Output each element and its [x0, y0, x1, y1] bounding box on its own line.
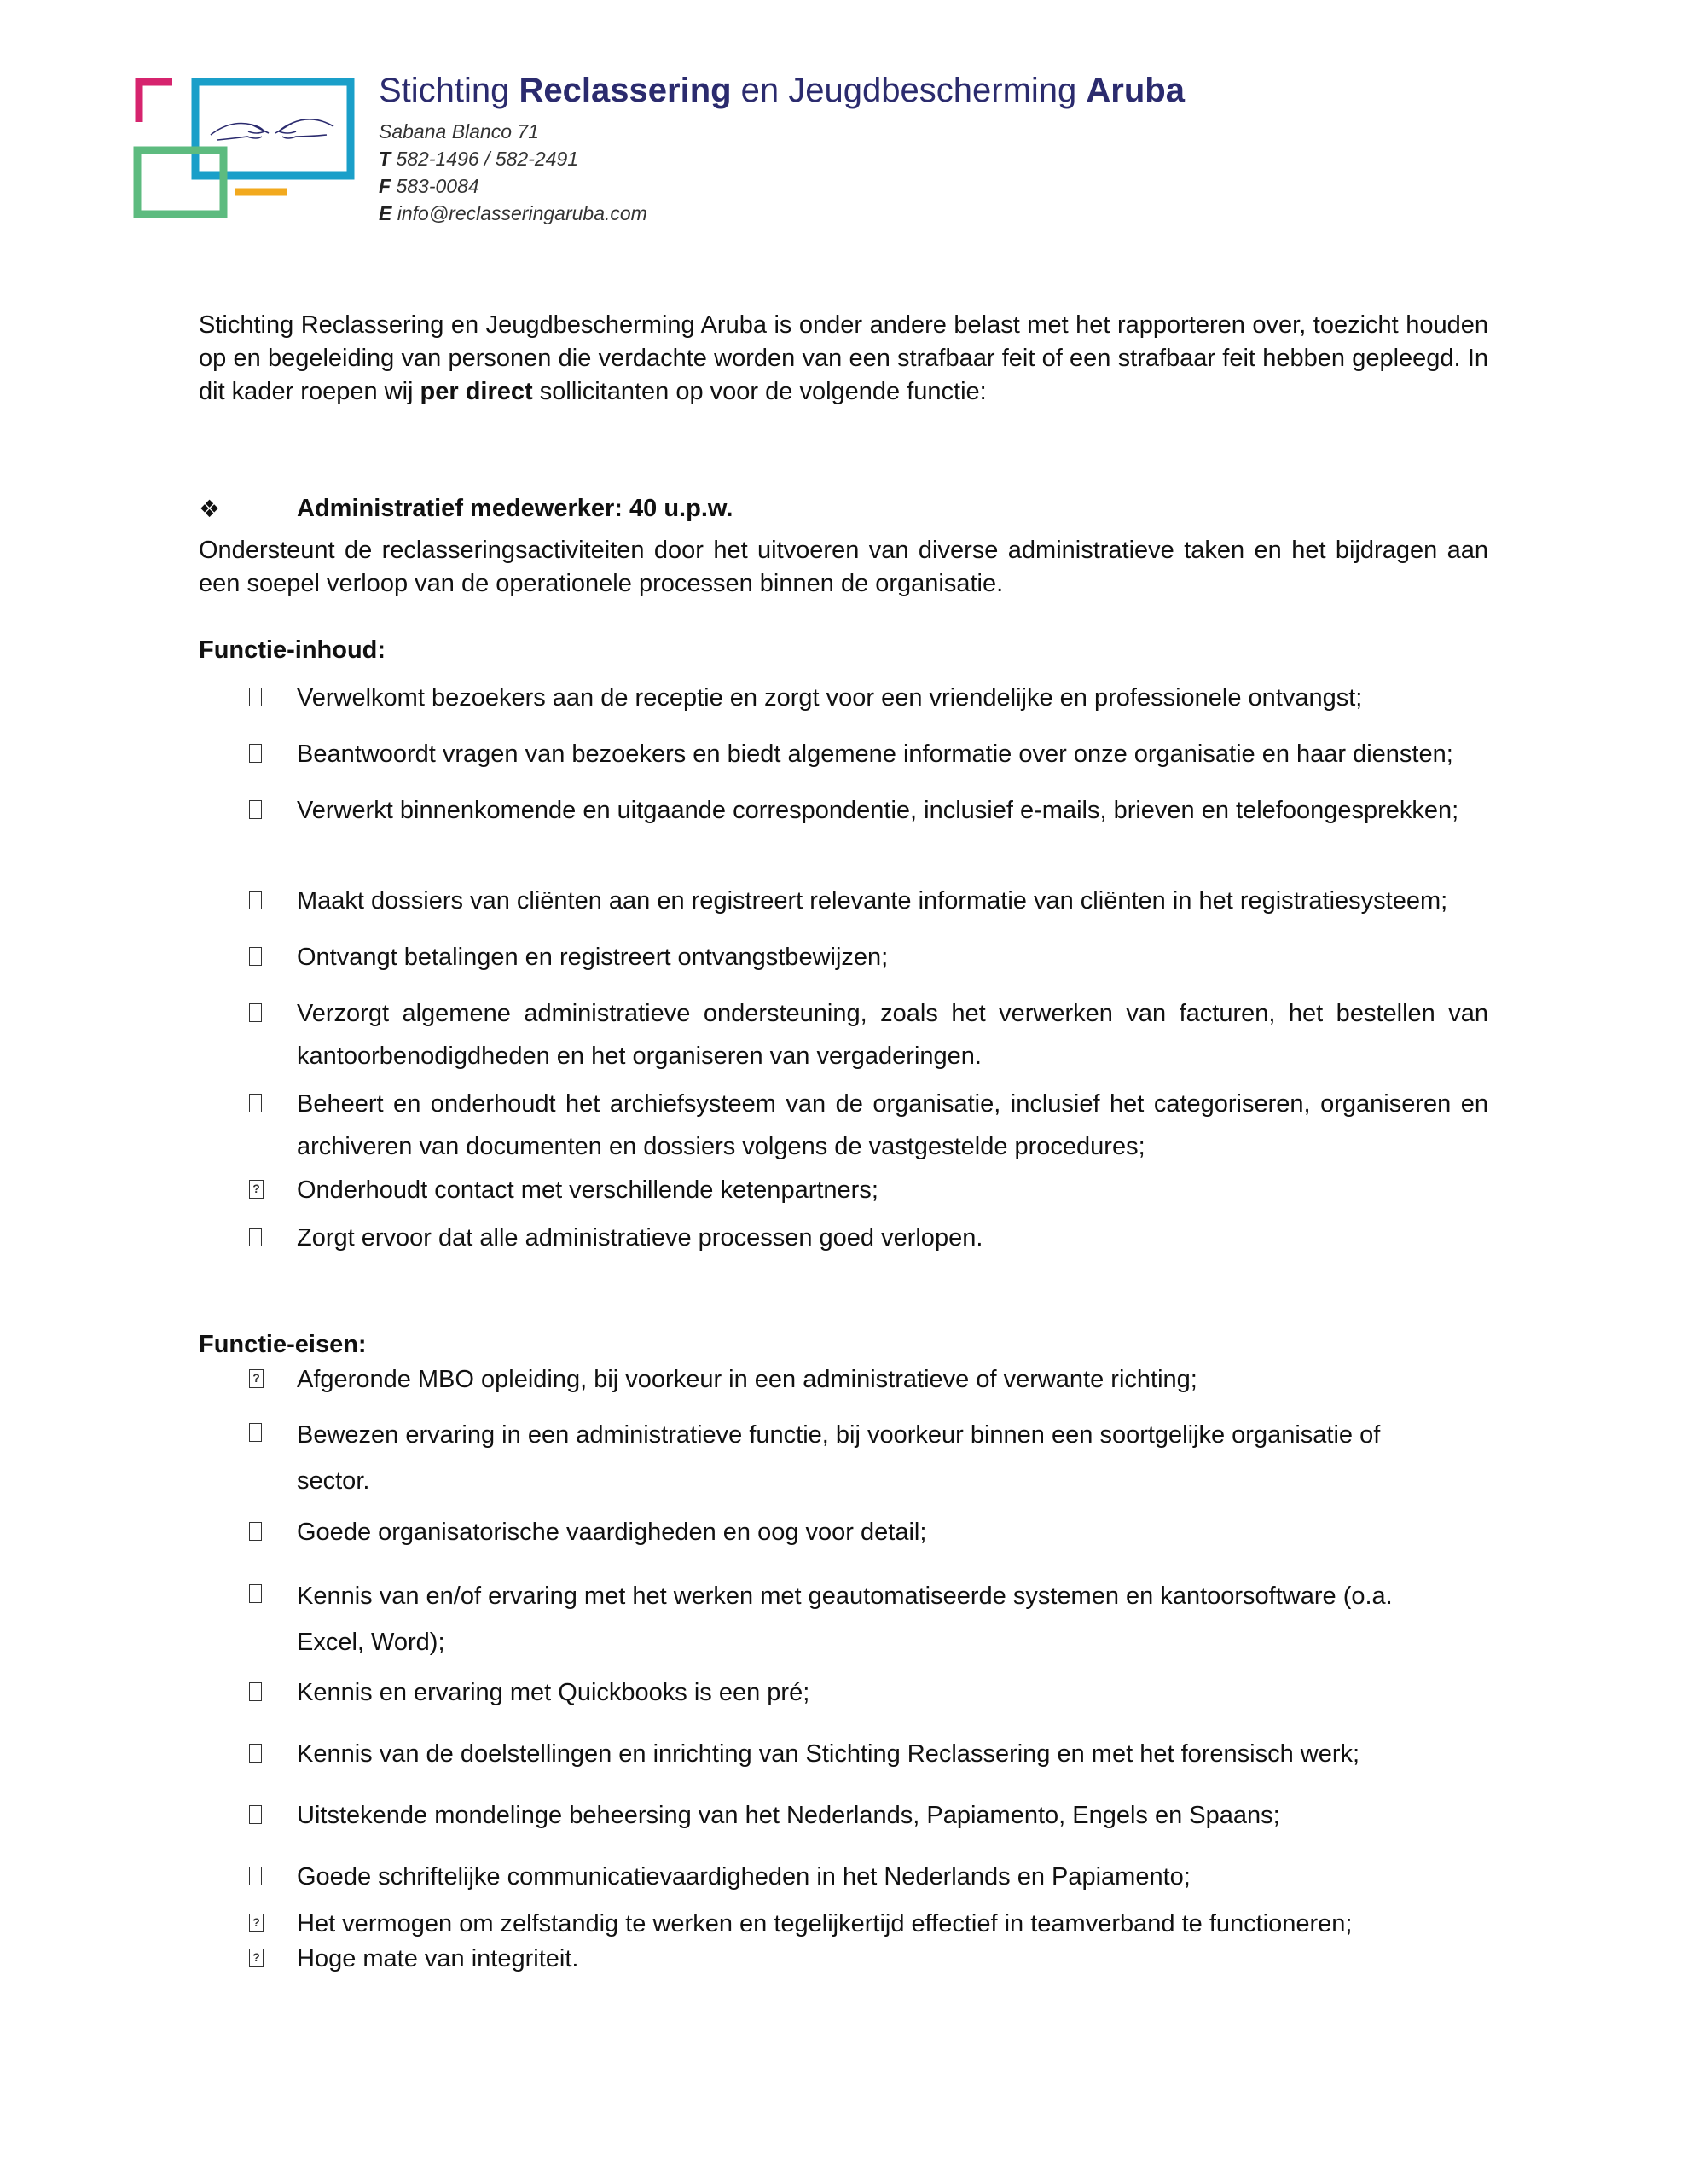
fax-line	[379, 172, 1185, 200]
address: Sabana Blanco 71	[379, 120, 539, 142]
list-item: Goede organisatorische vaardigheden en oog voor detail;	[297, 1519, 927, 1546]
list-item: Hoge mate van integriteit.	[297, 1945, 579, 1972]
list-item: Kennis van de doelstellingen en inrichting van Stichting Reclassering en met het forensisch werk;	[297, 1740, 1360, 1768]
checkbox-bullet-icon	[249, 1515, 271, 1548]
checkbox-bullet-icon	[249, 793, 271, 827]
list-item: Ontvangt betalingen en registreert ontvangstbewijzen;	[297, 944, 889, 971]
intro-emphasis: per direct	[420, 378, 533, 405]
organization-logo	[132, 75, 362, 224]
email-label: E	[379, 202, 392, 224]
job-title: Administratief medewerker: 40 u.p.w.	[297, 495, 733, 522]
hands-icon	[211, 119, 333, 140]
list-item: Beantwoordt vragen van bezoekers en biedt algemene informatie over onze organisatie en haar diensten;	[297, 741, 1453, 768]
intro-paragraph	[199, 309, 1488, 409]
organization-name	[379, 70, 1185, 111]
org-name-bold: Aruba	[1086, 72, 1185, 109]
missing-glyph-bullet-icon: ?	[249, 1942, 271, 1975]
list-item: Afgeronde MBO opleiding, bij voorkeur in een administratieve of verwante richting;	[297, 1366, 1197, 1393]
missing-glyph-bullet-icon: ?	[249, 1362, 271, 1396]
list-item: Zorgt ervoor dat alle administratieve processen goed verlopen.	[297, 1224, 983, 1252]
phone-number: 582-1496 / 582-2491	[396, 148, 579, 170]
intro-text: Stichting Reclassering en Jeugdbescherming Aruba is onder andere belast met het rapporteren over, toezicht houden op en begeleiding van personen die verdachte worden van een strafbaar feit of een strafbaar feit hebben gepleegd. In dit kader roepen wij	[199, 311, 1488, 405]
list-item: Maakt dossiers van cliënten aan en registreert relevante informatie van cliënten in het registratiesysteem;	[297, 887, 1448, 915]
list-item: Kennis en ervaring met Quickbooks is een pré;	[297, 1679, 810, 1706]
job-description: Ondersteunt de reclasseringsactiviteiten door het uitvoeren van diverse administratieve taken en het bijdragen aan een soepel verloop van de operationele processen binnen de organisatie.	[199, 537, 1488, 597]
list-item: Het vermogen om zelfstandig te werken en tegelijkertijd effectief in teamverband te functioneren;	[297, 1910, 1353, 1937]
list-item: Verwelkomt bezoekers aan de receptie en zorgt voor een vriendelijke en professionele ontvangst;	[297, 684, 1363, 712]
phone-line	[379, 145, 1185, 172]
list-item: Onderhoudt contact met verschillende ketenpartners;	[297, 1176, 878, 1204]
fax-label: F	[379, 175, 391, 197]
list-item: Uitstekende mondelinge beheersing van het Nederlands, Papiamento, Engels en Spaans;	[297, 1802, 1280, 1829]
letterhead	[379, 70, 1185, 227]
checkbox-bullet-icon	[249, 737, 271, 770]
checkbox-bullet-icon	[249, 1737, 271, 1770]
missing-glyph-bullet-icon: ?	[249, 1173, 271, 1206]
email-address: info@reclasseringaruba.com	[397, 202, 647, 224]
section-heading-functie-eisen: Functie-eisen:	[199, 1331, 367, 1358]
phone-label: T	[379, 148, 391, 170]
checkbox-bullet-icon	[249, 996, 271, 1030]
missing-glyph-bullet-icon: ?	[249, 1907, 271, 1940]
list-item: Beheert en onderhoudt het archiefsysteem van de organisatie, inclusief het categoriseren, organiseren en archiveren van documenten en dossiers volgens de vastgestelde procedures;	[297, 1090, 1488, 1160]
list-item: Verwerkt binnenkomende en uitgaande correspondentie, inclusief e-mails, brieven en telefoongesprekken;	[297, 797, 1459, 824]
checkbox-bullet-icon	[249, 1577, 271, 1611]
list-item: Goede schriftelijke communicatievaardigheden in het Nederlands en Papiamento;	[297, 1863, 1191, 1891]
fax-number: 583-0084	[396, 175, 479, 197]
org-name-part: en Jeugdbescherming	[731, 72, 1087, 109]
checkbox-bullet-icon	[249, 1221, 271, 1254]
org-name-part: Stichting	[379, 72, 519, 109]
list-item: Kennis van en/of ervaring met het werken met geautomatiseerde systemen en kantoorsoftware (o.a. Excel, Word);	[297, 1583, 1393, 1656]
checkbox-bullet-icon	[249, 1087, 271, 1120]
checkbox-bullet-icon	[249, 1676, 271, 1709]
diamond-bullet-icon: ❖	[199, 496, 221, 522]
checkbox-bullet-icon	[249, 681, 271, 714]
org-name-bold: Reclassering	[519, 72, 732, 109]
section-heading-functie-inhoud: Functie-inhoud:	[199, 636, 386, 664]
intro-text-end: sollicitanten op voor de volgende functie:	[532, 378, 987, 405]
checkbox-bullet-icon	[249, 884, 271, 917]
list-item: Verzorgt algemene administratieve ondersteuning, zoals het verwerken van facturen, het bestellen van kantoorbenodigdheden en het organiseren van vergaderingen.	[297, 1000, 1488, 1070]
checkbox-bullet-icon	[249, 1798, 271, 1832]
email-line	[379, 200, 1185, 227]
checkbox-bullet-icon	[249, 940, 271, 973]
list-item: Bewezen ervaring in een administratieve functie, bij voorkeur binnen een soortgelijke organisatie of sector.	[297, 1421, 1381, 1495]
checkbox-bullet-icon	[249, 1860, 271, 1893]
checkbox-bullet-icon	[249, 1416, 271, 1449]
